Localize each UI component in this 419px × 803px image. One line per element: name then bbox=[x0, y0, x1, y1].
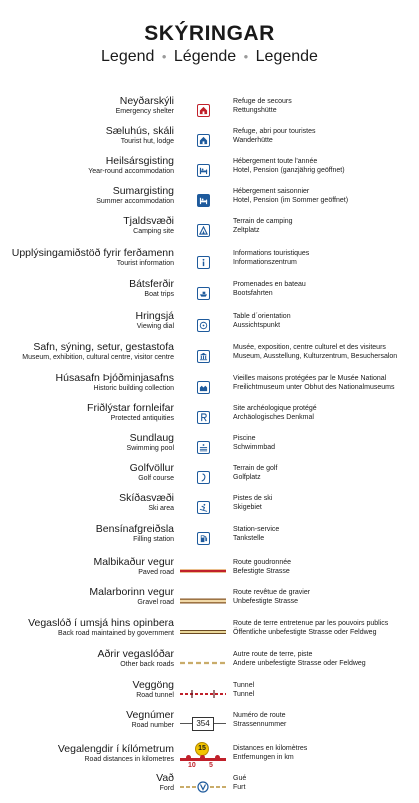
legend-desc-de: Furt bbox=[233, 784, 246, 791]
legend-desc-de: Aussichtspunkt bbox=[233, 322, 281, 329]
legend-name-en: Ford bbox=[159, 785, 174, 792]
legend-row-road-tunnel bbox=[0, 679, 419, 709]
legend-desc-fr: Site archéologique protégé bbox=[233, 405, 317, 412]
ford-icon bbox=[180, 781, 226, 793]
legend-name-is: Bátsferðir bbox=[129, 278, 174, 290]
legend-desc-de: Freilichtmuseum unter Obhut des Nationalmuseums bbox=[233, 384, 395, 391]
legend-row-camping-site bbox=[0, 215, 419, 245]
legend-row-ford bbox=[0, 772, 419, 802]
legend-name-en: Summer accommodation bbox=[96, 198, 174, 205]
legend-desc-fr: Hébergement saisonnier bbox=[233, 188, 310, 195]
legend-desc-fr: Route revêtue de gravier bbox=[233, 589, 311, 596]
legend-row-tourist-hut bbox=[0, 125, 419, 155]
road-number-icon bbox=[180, 717, 226, 731]
legend-name-en: Tourist hut, lodge bbox=[120, 138, 174, 145]
legend-desc-de: Informationszentrum bbox=[233, 259, 297, 266]
legend-desc-fr: Terrain de camping bbox=[233, 218, 293, 225]
legend-name-en: Tourist information bbox=[116, 260, 174, 267]
legend-row-summer-accommodation bbox=[0, 185, 419, 215]
information-icon bbox=[197, 256, 210, 269]
legend-name-is: Safn, sýning, setur, gestastofa bbox=[33, 341, 174, 353]
legend-desc-de: Rettungshütte bbox=[233, 107, 277, 114]
legend-desc-de: Archäologisches Denkmal bbox=[233, 414, 314, 421]
legend-row-boat-trips bbox=[0, 278, 419, 308]
legend-name-is: Vegaslóð í umsjá hins opinbera bbox=[28, 617, 174, 629]
legend-row-ski-area bbox=[0, 492, 419, 522]
legend-desc-de: Hotel, Pension (im Sommer geöffnet) bbox=[233, 197, 349, 204]
legend-name-en: Viewing dial bbox=[136, 323, 174, 330]
museum-icon bbox=[197, 350, 210, 363]
legend-name-en: Road distances in kilometres bbox=[84, 756, 174, 763]
legend-name-is: Malbikaður vegur bbox=[93, 556, 174, 568]
legend-desc-de: Golfplatz bbox=[233, 474, 261, 481]
legend-name-is: Friðlýstar fornleifar bbox=[87, 402, 174, 414]
government-track-line-icon bbox=[180, 628, 226, 636]
legend-desc-fr: Station-service bbox=[233, 526, 280, 533]
legend-desc-de: Strassennummer bbox=[233, 721, 287, 728]
legend-row-historic-building bbox=[0, 372, 419, 402]
legend-desc-de: Entfernungen in km bbox=[233, 754, 294, 761]
legend-name-is: Sundlaug bbox=[129, 432, 174, 444]
legend-desc-fr: Musée, exposition, centre culturel et des visiteurs bbox=[233, 344, 386, 351]
legend-name-is: Malarborinn vegur bbox=[89, 586, 174, 598]
distance-label-left: 10 bbox=[188, 762, 196, 769]
legend-desc-fr: Route de terre entretenue par les pouvoirs publics bbox=[233, 620, 389, 627]
legend-name-en: Other back roads bbox=[120, 661, 174, 668]
legend-desc-fr: Vieilles maisons protégées par le Musée National bbox=[233, 375, 387, 382]
legend-desc-de: Unbefestigte Strasse bbox=[233, 598, 298, 605]
legend-row-road-number bbox=[0, 709, 419, 739]
summer-bed-icon bbox=[197, 194, 210, 207]
legend-desc-fr: Pistes de ski bbox=[233, 495, 273, 502]
legend-name-is: Húsasafn Þjóðminjasafns bbox=[55, 372, 174, 384]
legend-desc-de: Bootsfahrten bbox=[233, 290, 273, 297]
legend-name-en: Filling station bbox=[133, 536, 174, 543]
legend-name-en: Ski area bbox=[148, 505, 174, 512]
paved-road-line-icon bbox=[180, 567, 226, 575]
legend-desc-fr: Refuge de secours bbox=[233, 98, 292, 105]
tent-icon bbox=[197, 224, 210, 237]
legend-name-is: Veggöng bbox=[132, 679, 174, 691]
road-number-label: 354 bbox=[192, 717, 214, 731]
legend-row-swimming-pool bbox=[0, 432, 419, 462]
legend-name-is: Hringsjá bbox=[135, 310, 174, 322]
legend-name-en: Year-round accommodation bbox=[88, 168, 174, 175]
legend-name-is: Neyðarskýli bbox=[119, 95, 174, 107]
header bbox=[0, 22, 419, 67]
fuel-pump-icon bbox=[197, 532, 210, 545]
legend-row-viewing-dial bbox=[0, 310, 419, 340]
emergency-shelter-icon bbox=[197, 104, 210, 117]
legend-name-en: Road tunnel bbox=[136, 692, 174, 699]
legend-row-protected-antiquities bbox=[0, 402, 419, 432]
legend-desc-fr: Refuge, abri pour touristes bbox=[233, 128, 316, 135]
legend-desc-fr: Gué bbox=[233, 775, 247, 782]
legend-name-en: Protected antiquities bbox=[110, 415, 174, 422]
legend-name-en: Emergency shelter bbox=[115, 108, 174, 115]
separator-dot: • bbox=[161, 49, 167, 64]
antiquities-icon bbox=[197, 411, 210, 424]
back-road-dashed-line-icon bbox=[180, 659, 226, 667]
legend-desc-de: Skigebiet bbox=[233, 504, 262, 511]
legend-name-is: Vegnúmer bbox=[126, 709, 174, 721]
subtitle-english: Legend bbox=[101, 48, 155, 65]
legend-name-is: Skíðasvæði bbox=[119, 492, 174, 504]
legend-name-en: Museum, exhibition, cultural centre, visitor centre bbox=[22, 354, 174, 361]
legend-desc-de: Befestigte Strasse bbox=[233, 568, 290, 575]
legend-row-filling-station bbox=[0, 523, 419, 553]
legend-name-is: Upplýsingamiðstöð fyrir ferðamenn bbox=[11, 247, 174, 259]
legend-row-gravel-road bbox=[0, 586, 419, 616]
legend-name-is: Bensínafgreiðsla bbox=[95, 523, 174, 535]
legend-row-year-round-accommodation bbox=[0, 155, 419, 185]
legend-name-en: Historic building collection bbox=[93, 385, 174, 392]
legend-desc-de: Öffentliche unbefestigte Strasse oder Feldweg bbox=[233, 629, 377, 636]
legend-desc-fr: Hébergement toute l'année bbox=[233, 158, 318, 165]
subtitle-french: Légende bbox=[173, 48, 237, 65]
legend-name-en: Swimming pool bbox=[126, 445, 174, 452]
legend-desc-fr: Tunnel bbox=[233, 682, 255, 689]
legend-name-en: Golf course bbox=[138, 475, 174, 482]
legend-desc-de: Schwimmbad bbox=[233, 444, 276, 451]
legend-desc-de: Andere unbefestigte Strasse oder Feldweg bbox=[233, 660, 366, 667]
page-subtitle bbox=[0, 47, 419, 67]
legend-name-is: Sæluhús, skáli bbox=[105, 125, 174, 137]
golf-icon bbox=[197, 471, 210, 484]
legend-desc-fr: Autre route de terre, piste bbox=[233, 651, 313, 658]
gravel-road-line-icon bbox=[180, 597, 226, 605]
legend-name-en: Gravel road bbox=[137, 599, 174, 606]
legend-desc-fr: Distances en kilomètres bbox=[233, 745, 308, 752]
year-round-bed-icon bbox=[197, 164, 210, 177]
distance-label-right: 5 bbox=[209, 762, 213, 769]
legend-name-en: Boat trips bbox=[144, 291, 174, 298]
legend-row-tourist-information bbox=[0, 247, 419, 277]
legend-desc-de: Tunnel bbox=[233, 691, 255, 698]
legend-desc-fr: Informations touristiques bbox=[233, 250, 310, 257]
legend-desc-fr: Piscine bbox=[233, 435, 256, 442]
historic-building-icon bbox=[197, 381, 210, 394]
distance-markers-icon bbox=[180, 742, 226, 772]
legend-row-government-back-road bbox=[0, 617, 419, 647]
boat-icon bbox=[197, 287, 210, 300]
distance-marker-total: 15 bbox=[195, 742, 209, 756]
legend-name-en: Back road maintained by government bbox=[58, 630, 174, 637]
legend-row-other-back-roads bbox=[0, 648, 419, 678]
ski-icon bbox=[197, 501, 210, 514]
legend-name-is: Aðrir vegaslóðar bbox=[97, 648, 174, 660]
swimming-pool-icon bbox=[197, 441, 210, 454]
legend-desc-de: Wanderhütte bbox=[233, 137, 273, 144]
legend-desc-de: Zeltplatz bbox=[233, 227, 260, 234]
legend-row-golf-course bbox=[0, 462, 419, 492]
legend-desc-fr: Route goudronnée bbox=[233, 559, 291, 566]
separator-dot: • bbox=[243, 49, 249, 64]
legend-name-en: Road number bbox=[131, 722, 174, 729]
legend-desc-de: Museum, Ausstellung, Kulturzentrum, Besuchersalon bbox=[233, 353, 398, 360]
legend-row-museum bbox=[0, 341, 419, 371]
legend-desc-fr: Numéro de route bbox=[233, 712, 286, 719]
legend-name-is: Golfvöllur bbox=[129, 462, 174, 474]
legend-row-road-distances bbox=[0, 740, 419, 774]
tourist-hut-icon bbox=[197, 134, 210, 147]
legend-name-en: Camping site bbox=[133, 228, 174, 235]
subtitle-german: Legende bbox=[255, 48, 318, 65]
legend-name-is: Tjaldsvæði bbox=[123, 215, 174, 227]
legend-desc-fr: Promenades en bateau bbox=[233, 281, 306, 288]
legend-desc-fr: Table d´orientation bbox=[233, 313, 291, 320]
legend-name-is: Sumargisting bbox=[112, 185, 174, 197]
tunnel-line-icon bbox=[180, 688, 226, 700]
legend-name-is: Vað bbox=[156, 772, 174, 784]
legend-name-is: Heilsársgisting bbox=[105, 155, 174, 167]
legend-name-en: Paved road bbox=[138, 569, 174, 576]
legend-desc-fr: Terrain de golf bbox=[233, 465, 278, 472]
legend-desc-de: Tankstelle bbox=[233, 535, 265, 542]
viewing-dial-icon bbox=[197, 319, 210, 332]
legend-name-is: Vegalengdir í kílómetrum bbox=[57, 743, 174, 755]
legend-row-paved-road bbox=[0, 556, 419, 586]
page-title: SKÝRINGAR bbox=[144, 22, 275, 45]
legend-desc-de: Hotel, Pension (ganzjährig geöffnet) bbox=[233, 167, 345, 174]
legend-row-emergency-shelter bbox=[0, 95, 419, 125]
